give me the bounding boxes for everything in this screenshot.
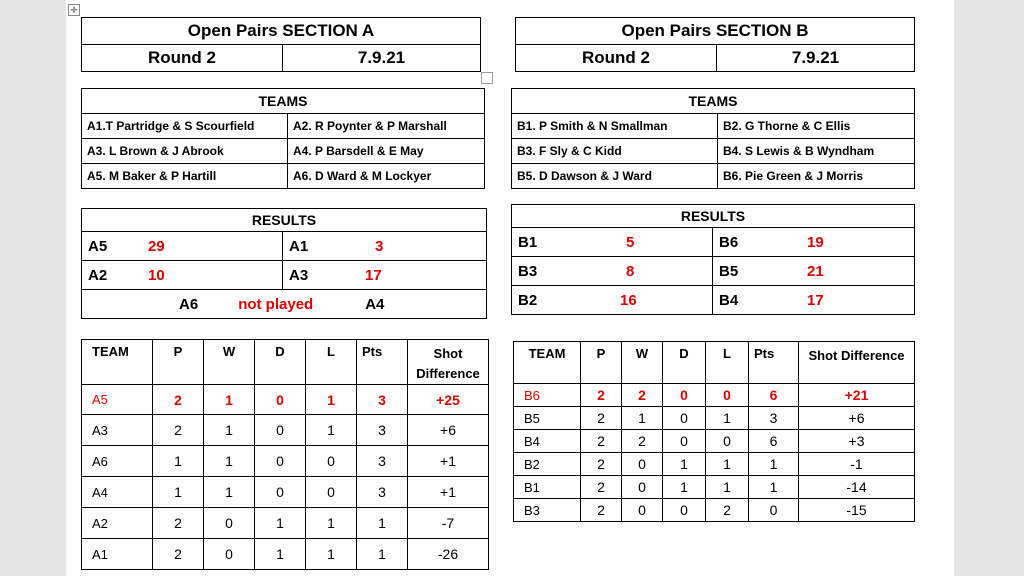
league-cell: 1	[663, 476, 706, 499]
table-row	[82, 477, 489, 508]
table-row	[514, 430, 915, 453]
league-team: B4	[514, 430, 581, 453]
col-header: Shot Difference	[408, 340, 489, 385]
result-score: 8	[626, 262, 635, 280]
league-cell: -14	[799, 476, 915, 499]
result-team: B4	[719, 291, 739, 309]
not-played-label: not played	[238, 295, 314, 313]
results-title: RESULTS	[82, 209, 487, 232]
league-cell: 2	[153, 508, 204, 539]
league-cell: -26	[408, 539, 489, 570]
league-cell: 1	[706, 453, 749, 476]
league-cell: 0	[663, 499, 706, 522]
league-cell: 0	[255, 477, 306, 508]
table-resize-handle-icon[interactable]	[481, 72, 493, 84]
league-cell: 3	[357, 477, 408, 508]
league-cell: 0	[204, 539, 255, 570]
league-cell: 2	[153, 385, 204, 415]
result-score: 19	[807, 233, 824, 251]
league-cell: 0	[306, 446, 357, 477]
team-entry: B1. P Smith & N Smallman	[512, 114, 718, 139]
section-a-teams-table	[81, 88, 485, 189]
league-team: A4	[82, 477, 153, 508]
league-cell: +1	[408, 446, 489, 477]
league-cell: 1	[204, 385, 255, 415]
league-cell: 1	[306, 415, 357, 446]
league-cell: 3	[357, 385, 408, 415]
league-team: A1	[82, 539, 153, 570]
teams-title: TEAMS	[512, 89, 915, 114]
col-header: Pts	[749, 342, 799, 384]
table-row	[514, 499, 915, 522]
col-header: TEAM	[82, 340, 153, 385]
league-cell: 0	[622, 476, 663, 499]
section-b-date: 7.9.21	[717, 45, 915, 72]
result-score: 29	[148, 237, 165, 255]
col-header: W	[622, 342, 663, 384]
table-row	[82, 446, 489, 477]
result-score: 17	[365, 266, 382, 284]
table-row	[514, 407, 915, 430]
col-header: L	[306, 340, 357, 385]
league-cell: +1	[408, 477, 489, 508]
col-header: L	[706, 342, 749, 384]
teams-title: TEAMS	[82, 89, 485, 114]
section-b-round: Round 2	[516, 45, 717, 72]
league-cell: 6	[749, 430, 799, 453]
league-cell: 0	[255, 415, 306, 446]
league-cell: +6	[799, 407, 915, 430]
team-entry: B6. Pie Green & J Morris	[718, 164, 915, 189]
result-team: A2	[88, 266, 108, 284]
league-cell: 2	[581, 476, 622, 499]
league-cell: 3	[749, 407, 799, 430]
section-a-round: Round 2	[82, 45, 283, 72]
table-row	[82, 385, 489, 415]
league-cell: 2	[581, 407, 622, 430]
result-team: A5	[88, 237, 108, 255]
team-entry: A2. R Poynter & P Marshall	[288, 114, 485, 139]
league-cell: 1	[749, 453, 799, 476]
team-entry: B4. S Lewis & B Wyndham	[718, 139, 915, 164]
result-team: A3	[289, 266, 309, 284]
league-cell: -1	[799, 453, 915, 476]
section-a-results-table	[81, 208, 487, 319]
league-cell: 1	[357, 539, 408, 570]
table-row	[514, 384, 915, 407]
result-score: 17	[807, 291, 824, 309]
league-cell: 2	[706, 499, 749, 522]
team-entry: A5. M Baker & P Hartill	[82, 164, 288, 189]
section-a-header	[81, 17, 481, 72]
league-cell: 1	[749, 476, 799, 499]
league-cell: 1	[255, 508, 306, 539]
result-team: B2	[518, 291, 538, 309]
table-row	[82, 415, 489, 446]
col-header: P	[153, 340, 204, 385]
result-score: 5	[626, 233, 635, 251]
section-a-league-table	[81, 339, 489, 570]
table-move-handle-icon[interactable]: ✛	[68, 4, 80, 16]
league-team: A6	[82, 446, 153, 477]
league-team: B6	[514, 384, 581, 407]
league-cell: +25	[408, 385, 489, 415]
league-cell: 1	[255, 539, 306, 570]
league-cell: 0	[255, 385, 306, 415]
result-score: 10	[148, 266, 165, 284]
league-cell: 1	[153, 446, 204, 477]
league-cell: 1	[306, 508, 357, 539]
league-cell: 0	[663, 407, 706, 430]
team-entry: A3. L Brown & J Abrook	[82, 139, 288, 164]
league-team: B1	[514, 476, 581, 499]
league-team: B2	[514, 453, 581, 476]
col-header: D	[663, 342, 706, 384]
league-cell: 2	[581, 384, 622, 407]
section-b-title: Open Pairs SECTION B	[516, 18, 915, 45]
section-a-title: Open Pairs SECTION A	[82, 18, 481, 45]
league-cell: 1	[663, 453, 706, 476]
league-cell: 0	[622, 499, 663, 522]
result-team: B3	[518, 262, 538, 280]
league-cell: 1	[204, 415, 255, 446]
league-cell: -7	[408, 508, 489, 539]
league-cell: 2	[622, 384, 663, 407]
section-b-teams-table	[511, 88, 915, 189]
section-a-date: 7.9.21	[283, 45, 481, 72]
col-header: D	[255, 340, 306, 385]
league-cell: +21	[799, 384, 915, 407]
result-score: 3	[375, 237, 384, 255]
league-cell: 0	[706, 384, 749, 407]
league-cell: 0	[663, 384, 706, 407]
league-cell: 1	[204, 477, 255, 508]
league-cell: +3	[799, 430, 915, 453]
team-entry: A6. D Ward & M Lockyer	[288, 164, 485, 189]
league-cell: 2	[153, 539, 204, 570]
league-cell: 1	[306, 539, 357, 570]
section-b-results-table	[511, 204, 915, 315]
table-row	[514, 453, 915, 476]
league-cell: 0	[706, 430, 749, 453]
table-row	[82, 539, 489, 570]
result-score: 16	[620, 291, 637, 309]
league-team: A5	[82, 385, 153, 415]
league-cell: 2	[581, 430, 622, 453]
league-cell: 0	[204, 508, 255, 539]
league-cell: 6	[749, 384, 799, 407]
table-row	[82, 508, 489, 539]
result-team: B5	[719, 262, 739, 280]
league-cell: 2	[153, 415, 204, 446]
league-cell: 1	[306, 385, 357, 415]
result-team: B6	[719, 233, 739, 251]
section-b-league-table	[513, 341, 915, 522]
result-team: B1	[518, 233, 538, 251]
result-score: 21	[807, 262, 824, 280]
col-header: W	[204, 340, 255, 385]
result-team: A4	[365, 295, 385, 313]
league-cell: 0	[255, 446, 306, 477]
league-team: A3	[82, 415, 153, 446]
results-title: RESULTS	[512, 205, 915, 228]
league-cell: 1	[706, 476, 749, 499]
league-cell: 2	[622, 430, 663, 453]
team-entry: A4. P Barsdell & E May	[288, 139, 485, 164]
league-cell: 1	[204, 446, 255, 477]
league-cell: 3	[357, 415, 408, 446]
league-cell: 1	[622, 407, 663, 430]
league-team: A2	[82, 508, 153, 539]
result-team: A1	[289, 237, 309, 255]
team-entry: B3. F Sly & C Kidd	[512, 139, 718, 164]
col-header: P	[581, 342, 622, 384]
team-entry: B2. G Thorne & C Ellis	[718, 114, 915, 139]
league-cell: 1	[706, 407, 749, 430]
league-cell: 2	[581, 453, 622, 476]
team-entry: B5. D Dawson & J Ward	[512, 164, 718, 189]
league-team: B5	[514, 407, 581, 430]
col-header: Pts	[357, 340, 408, 385]
league-cell: 0	[622, 453, 663, 476]
league-cell: 0	[663, 430, 706, 453]
league-cell: 0	[749, 499, 799, 522]
league-cell: 1	[357, 508, 408, 539]
league-cell: -15	[799, 499, 915, 522]
league-cell: 0	[306, 477, 357, 508]
league-cell: 2	[581, 499, 622, 522]
league-cell: +6	[408, 415, 489, 446]
league-cell: 3	[357, 446, 408, 477]
league-cell: 1	[153, 477, 204, 508]
col-header: TEAM	[514, 342, 581, 384]
section-b-header	[515, 17, 915, 72]
team-entry: A1.T Partridge & S Scourfield	[82, 114, 288, 139]
league-team: B3	[514, 499, 581, 522]
table-row	[514, 476, 915, 499]
col-header: Shot Difference	[799, 342, 915, 384]
result-team: A6	[179, 295, 199, 313]
